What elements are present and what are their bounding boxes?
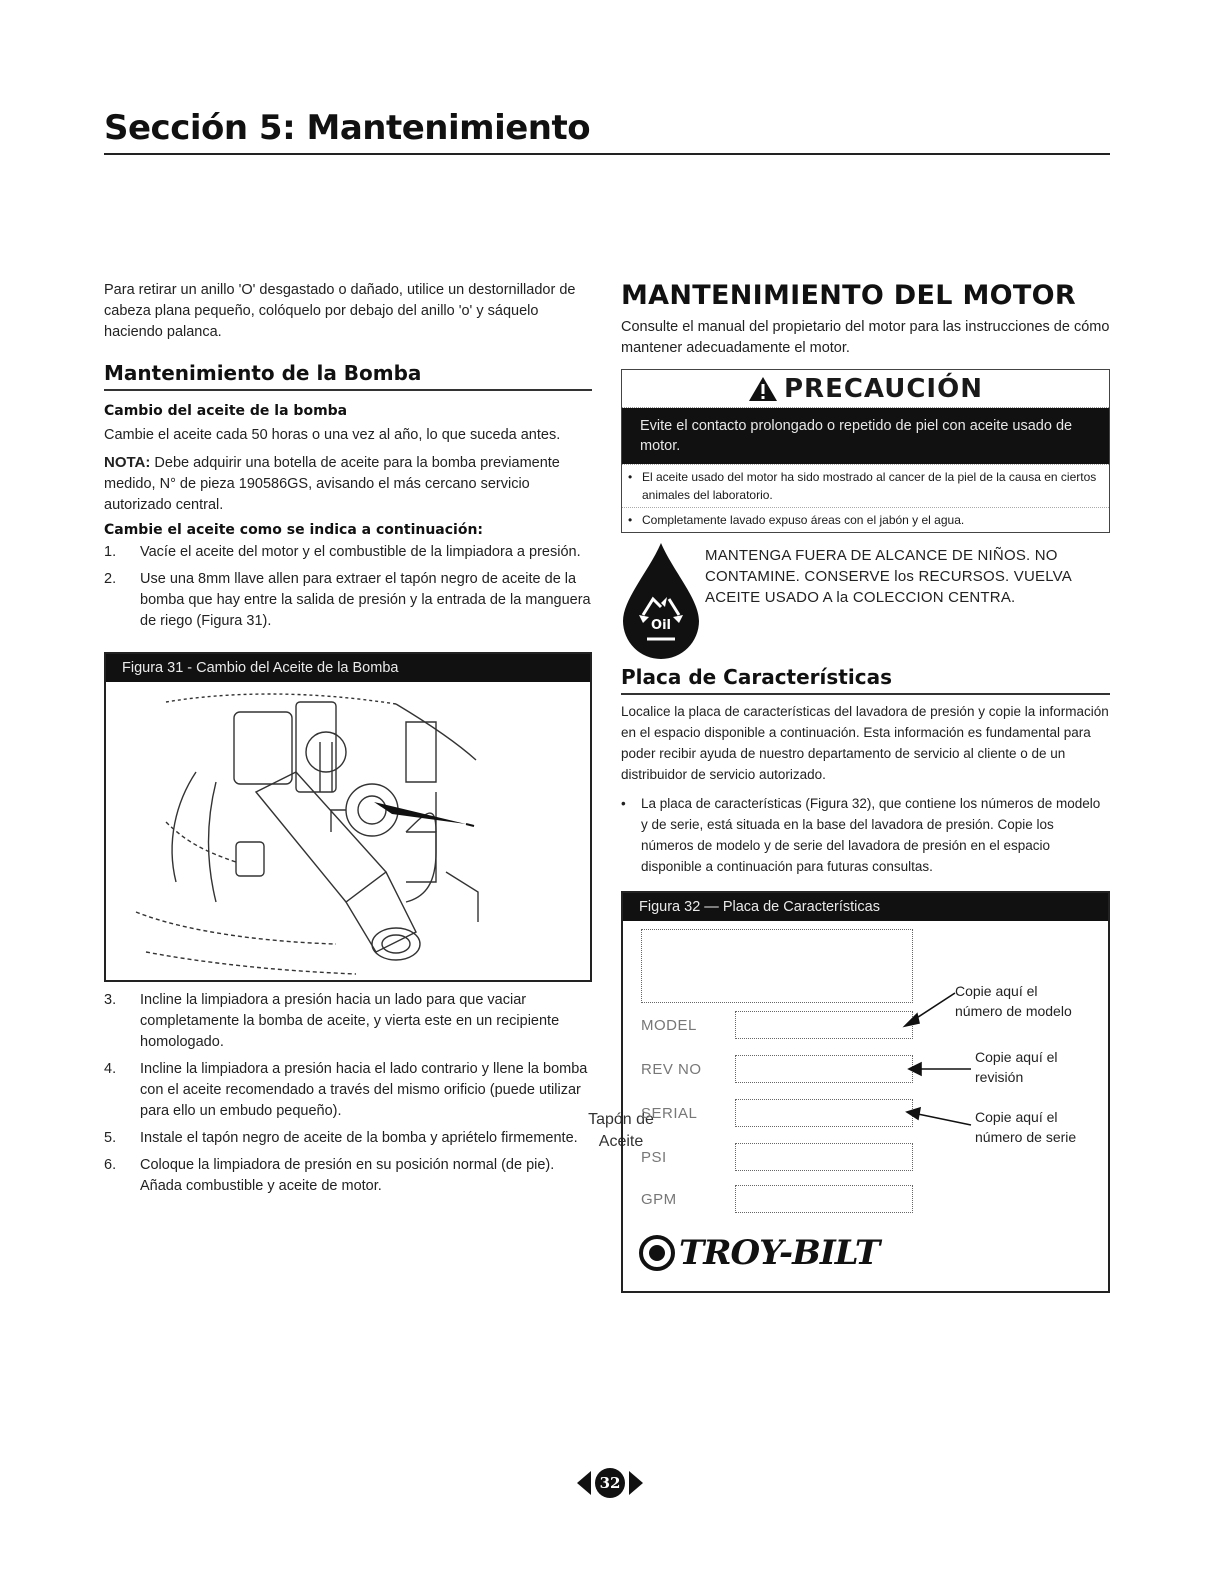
note-text: Debe adquirir una botella de aceite para la bomba previamente medido, N° de pieza 190586GS, avisando el más cercano servicio autorizado central.: [104, 455, 560, 513]
plate-text: Localice la placa de características del lavadora de presión y copie la información en el espacio disponible a continuación. Esta información es fundamental para poder recibir ayuda de nuestro departamento de servicio al cliente o de un distribuidor de servicio autorizado.: [621, 704, 1109, 782]
plate-heading: Placa de Características: [621, 665, 892, 689]
caution-header: [622, 370, 1109, 408]
plate-label-psi: PSI: [641, 1149, 667, 1166]
recycle-notice: [621, 541, 1110, 661]
pump-illustration: [106, 682, 590, 980]
pump-heading-rule: [104, 389, 592, 391]
figure-31-label: Tapón de Aceite: [588, 1111, 654, 1150]
steps-list-a: [104, 542, 592, 632]
troy-bilt-emblem-icon: [639, 1235, 675, 1271]
plate-bullets: [621, 793, 1110, 877]
caution-item: • El aceite usado del motor ha sido mostrado al cancer de la piel de la causa en ciertos animales del laboratorio.: [622, 464, 1109, 507]
figure-31-caption: Figura 31 - Cambio del Aceite de la Bomba: [106, 654, 590, 682]
psi-field[interactable]: [735, 1143, 913, 1171]
note-model: Copie aquí el número de modelo: [955, 983, 1072, 1019]
plate-label-rev: REV NO: [641, 1061, 702, 1078]
intro-paragraph: Para retirar un anillo 'O' desgastado o dañado, utilice un destornillador de cabeza plana pequeño, colóquelo por debajo del anillo 'o' y sáquelo haciendo palanca.: [104, 282, 576, 340]
step-5: 5. Instale el tapón negro de aceite de la bomba y apriételo firmemente.: [104, 1130, 578, 1146]
pointer-arrow-icon: [374, 802, 466, 824]
note-paragraph: [104, 452, 592, 516]
steps-heading: Cambie el aceite como se indica a continuación:: [104, 522, 484, 538]
note-label: NOTA:: [104, 454, 151, 471]
right-column: [621, 280, 1110, 1293]
plate-top-blank: [641, 929, 913, 1003]
note-serial: Copie aquí el número de serie: [975, 1109, 1077, 1145]
troy-bilt-logo: TROY-BILT: [639, 1233, 879, 1273]
plate-bullet: • La placa de características (Figura 32), que contiene los números de modelo y de serie, está situada en la base del lavadora de presión. Copie los números de modelo y de serie del lavadora de presión en el espacio disponible a continuación para futuras consultas.: [621, 796, 1101, 874]
page-number: 32: [577, 1468, 643, 1498]
recycle-text: MANTENGA FUERA DE ALCANCE DE NIÑOS. NO CONTAMINE. CONSERVE los RECURSOS. VUELVA ACEITE USADO A la COLECCION CENTRA.: [705, 547, 1072, 606]
step-3: 3. Incline la limpiadora a presión hacia un lado para que vaciar completamente la bomba de aceite, y vierta este en un recipiente homologado.: [104, 992, 560, 1050]
model-field[interactable]: [735, 1011, 913, 1039]
plate-section: [621, 665, 1110, 695]
caution-bar: Evite el contacto prolongado o repetido de piel con aceite usado de motor.: [622, 408, 1109, 464]
rev-field[interactable]: [735, 1055, 913, 1083]
recycle-oil-drop-icon: [621, 541, 701, 659]
title-rule: [104, 153, 1110, 155]
gpm-field[interactable]: [735, 1185, 913, 1213]
step-4: 4. Incline la limpiadora a presión hacia el lado contrario y llene la bomba con el aceite recomendado a través del mismo orificio (puede utilizar para ello un embudo pequeño).: [104, 1061, 588, 1119]
figure-32: [621, 891, 1110, 1293]
step-2: 2. Use una 8mm llave allen para extraer el tapón negro de aceite de la bomba que hay entre la salida de presión y la entrada de la manguera de riego (Figura 31).: [104, 571, 591, 629]
caution-title: PRECAUCIÓN: [784, 373, 983, 404]
pump-heading: Mantenimiento de la Bomba: [104, 361, 422, 385]
svg-text:Oil: Oil: [651, 618, 671, 633]
motor-text: Consulte el manual del propietario del motor para las instrucciones de cómo mantener adecuadamente el motor.: [621, 319, 1110, 356]
caution-box: [621, 369, 1110, 533]
caution-list: [622, 464, 1109, 532]
plate-label-model: MODEL: [641, 1017, 697, 1034]
plate-label-gpm: GPM: [641, 1191, 677, 1208]
note-rev: Copie aquí el revisión: [975, 1049, 1058, 1085]
step-6: 6. Coloque la limpiadora de presión en su posición normal (de pie). Añada combustible y aceite de motor.: [104, 1157, 555, 1194]
step-1: 1. Vacíe el aceite del motor y el combustible de la limpiadora a presión.: [104, 544, 581, 560]
caution-item: • Completamente lavado expuso áreas con el jabón y el agua.: [622, 507, 1109, 532]
plate-label-serial: SERIAL: [641, 1105, 698, 1122]
plate-heading-rule: [621, 693, 1110, 695]
motor-heading: MANTENIMIENTO DEL MOTOR: [621, 280, 1076, 311]
oil-change-text: Cambie el aceite cada 50 horas o una vez al año, lo que suceda antes.: [104, 427, 561, 443]
steps-list-b: [104, 990, 592, 1197]
pump-section: [104, 361, 592, 391]
oil-change-heading: Cambio del aceite de la bomba: [104, 403, 348, 419]
warning-triangle-icon: [748, 376, 778, 402]
serial-field[interactable]: [735, 1099, 913, 1127]
page-title: Sección 5: Mantenimiento: [104, 108, 591, 148]
figure-32-caption: Figura 32 — Placa de Características: [623, 893, 1108, 921]
